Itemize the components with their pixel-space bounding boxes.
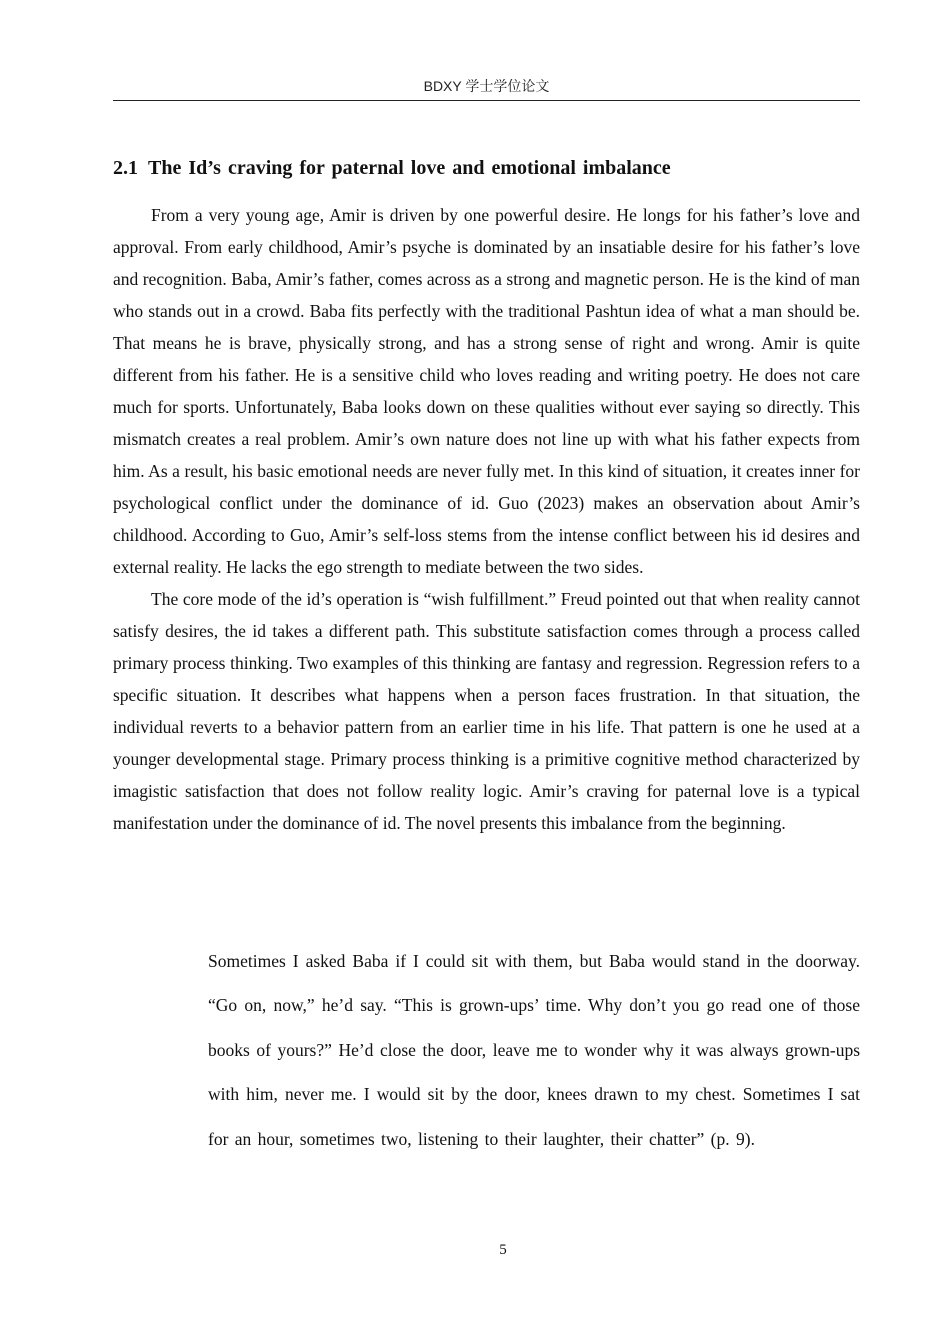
header-rule [113,100,860,101]
section-title: The Id’s craving for paternal love and emotional imbalance [148,157,671,179]
paragraph-2: The core mode of the id’s operation is “wish fulfillment.” Freud pointed out that when reality cannot satisfy desires, the id takes a different path. This substitute satisfaction comes through a process called primary process thinking. Two examples of this thinking are fantasy and regression. Regression refers to a specific situation. It describes what happens when a person faces frustration. In that situation, the individual reverts to a behavior pattern from an earlier time in his life. That pattern is one he used at a younger developmental stage. Primary process thinking is a primitive cognitive method characterized by imagistic satisfaction that does not follow reality logic. Amir’s craving for paternal love is a typical manifestation under the dominance of id. The novel presents this imbalance from the beginning. [113,589,860,833]
block-quote: Sometimes I asked Baba if I could sit with them, but Baba would stand in the doorway. “Go on, now,” he’d say. “This is grown-ups’ time. Why don’t you go read one of those books of yours?” He’d close the door, leave me to wonder why it was always grown-ups with him, never me. I would sit by the door, knees drawn to my chest. Sometimes I sat for an hour, sometimes two, listening to their laughter, their chatter” (p. 9). [208,951,860,1149]
page-number: 5 [499,1242,507,1258]
paragraph-1: From a very young age, Amir is driven by one powerful desire. He longs for his father’s love and approval. From early childhood, Amir’s psyche is dominated by an insatiable desire for his father’s love and recognition. Baba, Amir’s father, comes across as a strong and magnetic person. He is the kind of man who stands out in a crowd. Baba fits perfectly with the traditional Pashtun idea of what a man should be. That means he is brave, physically strong, and has a strong sense of right and wrong. Amir is quite different from his father. He is a sensitive child who loves reading and writing poetry. He does not care much for sports. Unfortunately, Baba looks down on these qualities without ever saying so directly. This mismatch creates a real problem. Amir’s own nature does not line up with what his father expects from him. As a result, his basic emotional needs are never fully met. In this kind of situation, it creates inner for psychological conflict under the dominance of id. Guo (2023) makes an observation about Amir’s childhood. According to Guo, Amir’s self-loss stems from the intense conflict between his id desires and external reality. He lacks the ego strength to mediate between the two sides. [113,205,860,577]
section-heading [113,157,860,180]
body-text [113,199,860,839]
running-header: BDXY 学士学位论文 [423,78,550,94]
section-number: 2.1 [113,157,138,179]
